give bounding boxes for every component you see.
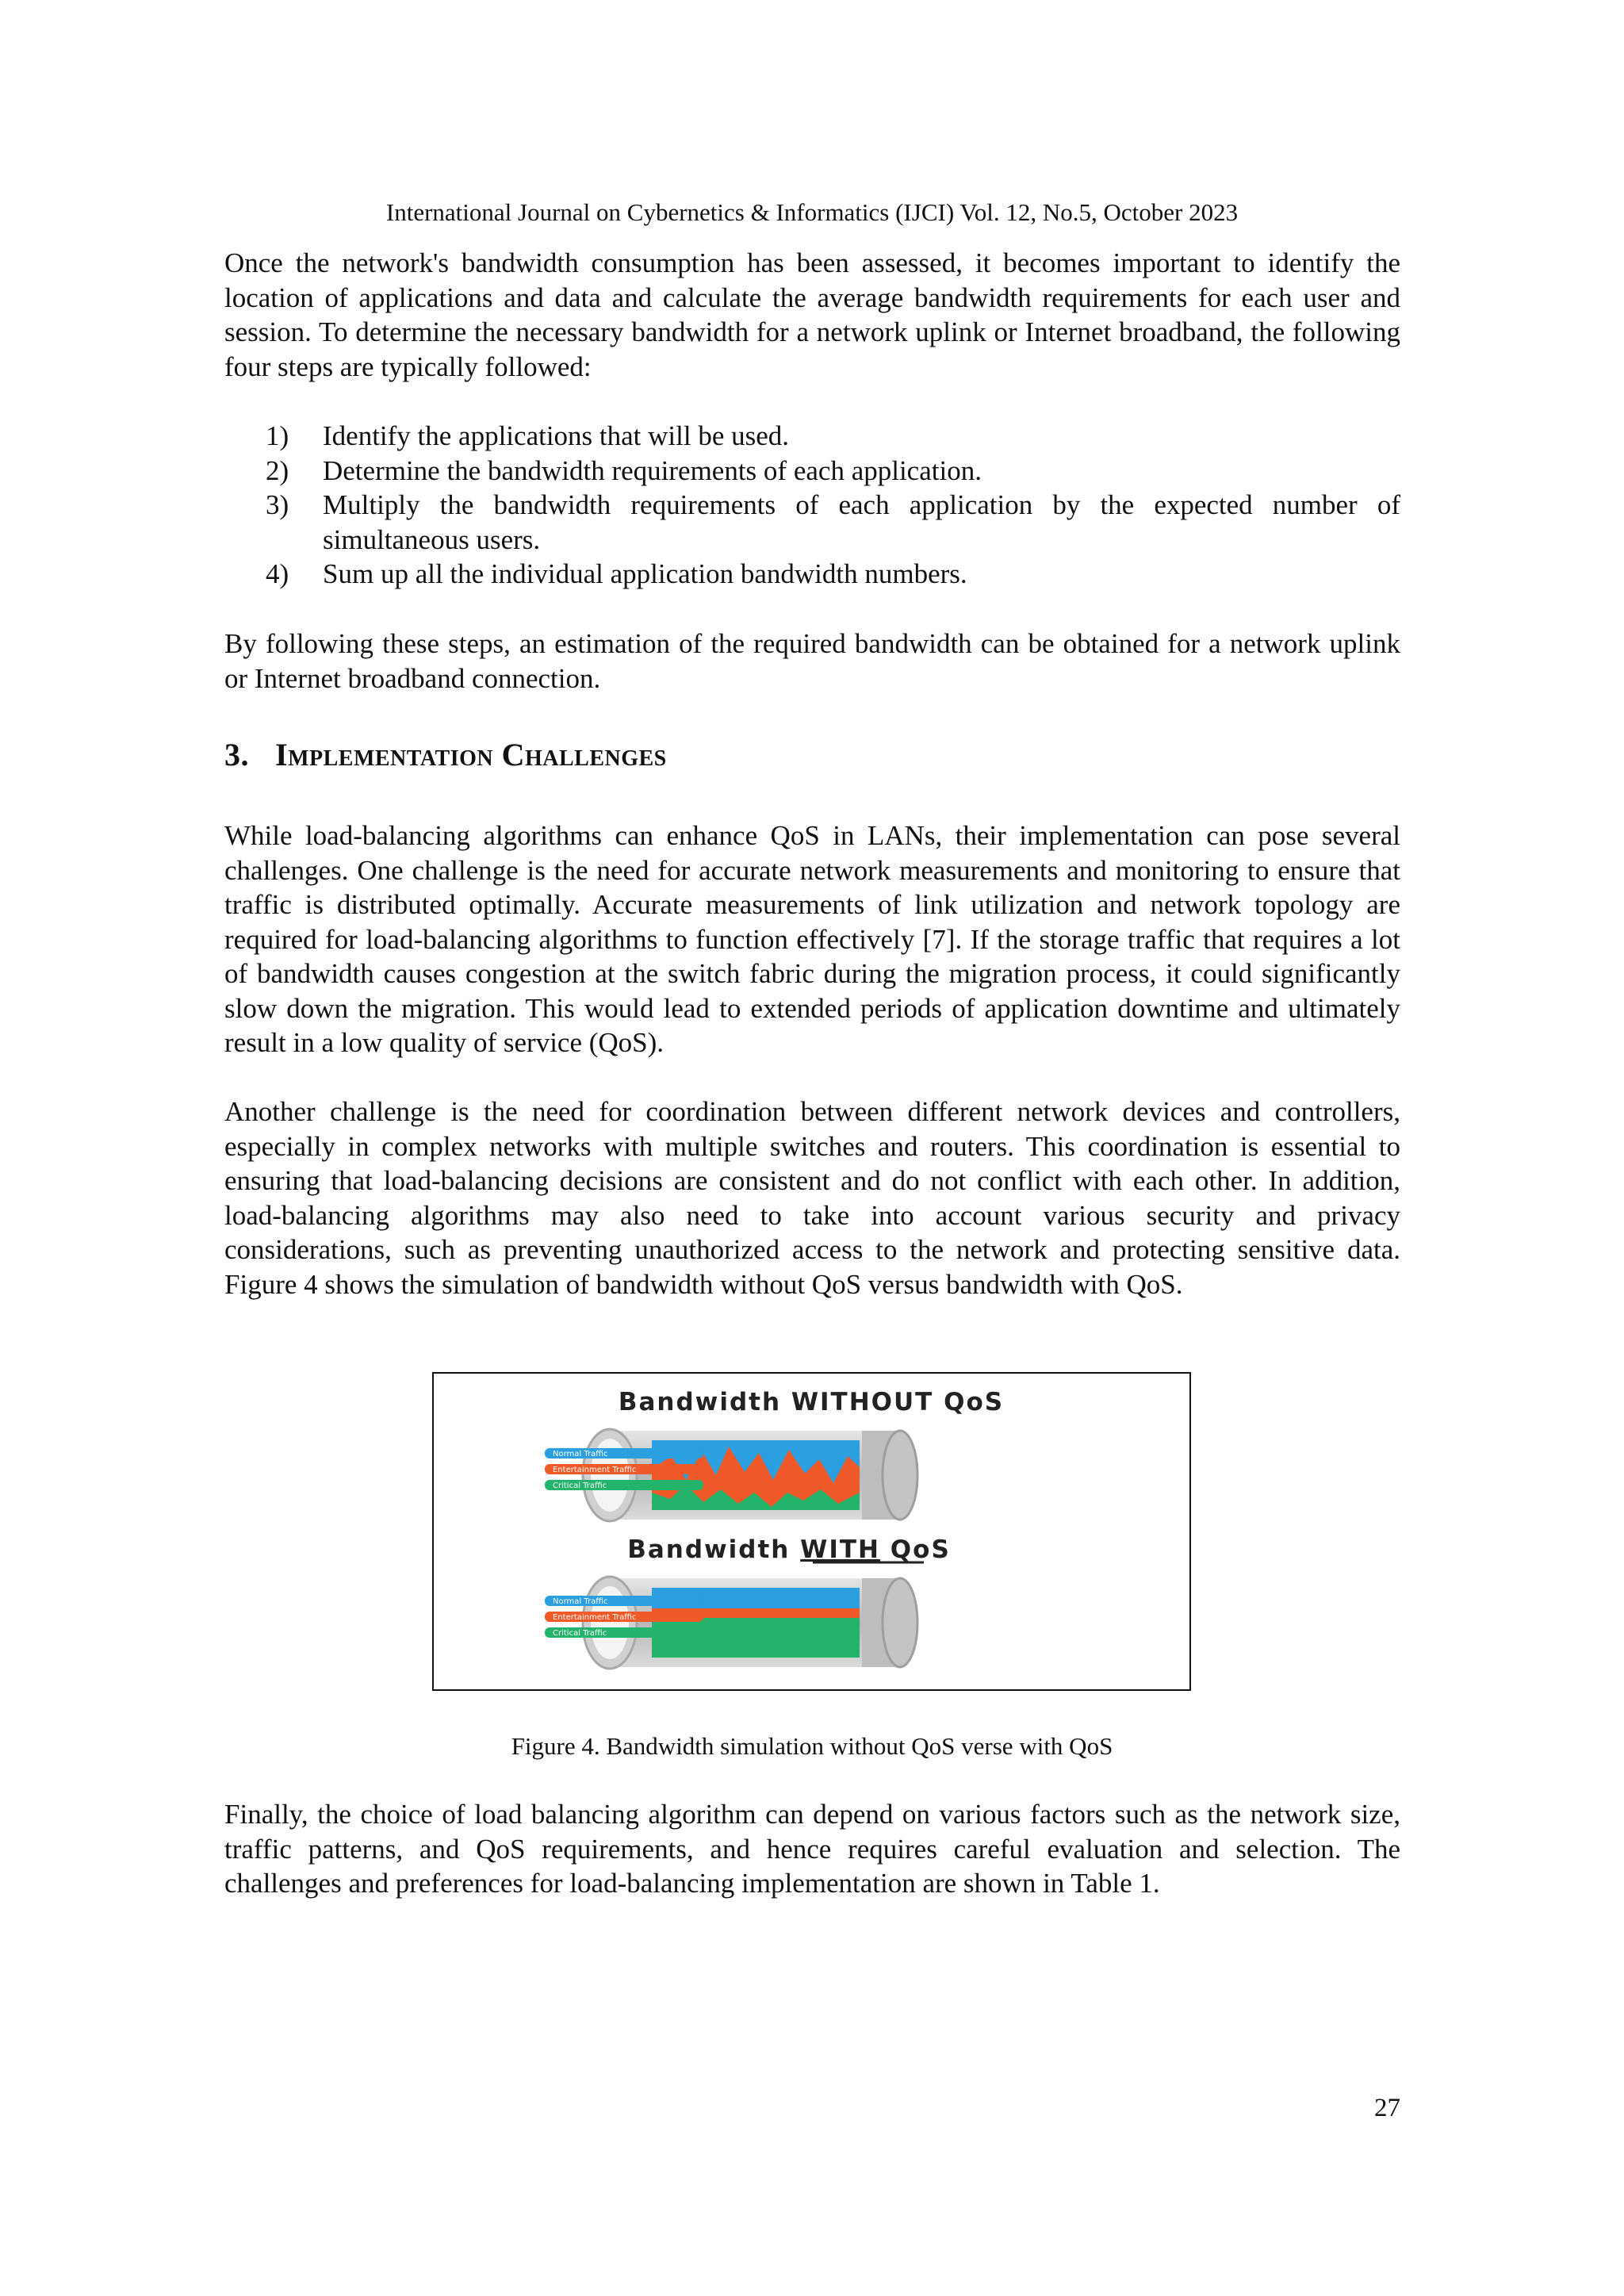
pipe-right-end [883,1431,917,1520]
page-number: 27 [1374,2094,1400,2122]
pipe-right-end [883,1578,917,1667]
legend-normal-traffic: Normal Traffic [553,1597,608,1606]
section-title: Implementation Challenges [275,737,667,772]
figure-4-bandwidth-simulation [432,1372,1191,1691]
list-item [266,557,1400,592]
pipe-without-qos [545,1429,917,1521]
list-item-number: 3) [266,489,289,520]
list-item-text: Sum up all the individual application bandwidth numbers. [323,558,967,589]
paragraph-bandwidth-assessment: Once the network's bandwidth consumption has been assessed, it becomes important to identify the location of applications and data and calculate the average bandwidth requirements for each user and session. To determine the necessary bandwidth for a network uplink or Internet broadband, the following four steps are typically followed: [224,247,1400,382]
figure-illustration [434,1374,1189,1689]
section-number: 3. [224,737,249,772]
legend-critical-traffic: Critical Traffic [553,1629,607,1638]
figure-title-with-qos: Bandwidth WITH QoS [627,1535,951,1564]
section-heading [224,736,667,774]
list-item-text: Determine the bandwidth requirements of each application. [323,454,982,486]
list-item-text: Multiply the bandwidth requirements of each application by the expected number of simultaneous users. [323,489,1400,555]
list-item [266,454,1400,489]
figure-caption: Figure 4. Bandwidth simulation without QoS verse with QoS [511,1732,1113,1760]
list-item-number: 2) [266,454,289,486]
legend-entertainment-traffic: Entertainment Traffic [553,1613,637,1622]
running-header: International Journal on Cybernetics & Informatics (IJCI) Vol. 12, No.5, October 2023 [385,198,1239,226]
paragraph-challenges-measurement: While load-balancing algorithms can enhance QoS in LANs, their implementation can pose several challenges. One challenge is the need for accurate network measurements and monitoring to ensure that traffic is distributed optimally. Accurate measurements of link utilization and network topology are required for load-balancing algorithms to function effectively [7]. If the storage traffic that requires a lot of bandwidth causes congestion at the switch fabric during the migration process, it could significantly slow down the migration. This would lead to extended periods of application downtime and ultimately result in a low quality of service (QoS). [224,820,1400,1058]
list-item [266,488,1400,557]
legend-critical-traffic: Critical Traffic [553,1481,607,1490]
bandwidth-steps-list [266,419,1400,592]
paragraph-challenges-coordination: Another challenge is the need for coordination between different network devices and controllers, especially in complex networks with multiple switches and routers. This coordination is essential to ensuring that load-balancing decisions are consistent and do not conflict with each other. In addition, load-balancing algorithms may also need to take into account various security and privacy considerations, such as preventing unauthorized access to the network and protecting sensitive data. Figure 4 shows the simulation of bandwidth without QoS versus bandwidth with QoS. [224,1096,1400,1300]
list-item-text: Identify the applications that will be used. [323,420,790,451]
figure-title-without-qos: Bandwidth WITHOUT QoS [618,1388,1005,1416]
list-item-number: 4) [266,558,289,589]
list-item-number: 1) [266,420,289,451]
pipe-with-qos [545,1577,917,1669]
paragraph-steps-summary: By following these steps, an estimation of the required bandwidth can be obtained for a network uplink or Internet broadband connection. [224,628,1400,694]
paragraph-algorithm-choice: Finally, the choice of load balancing algorithm can depend on various factors such as the network size, traffic patterns, and QoS requirements, and hence requires careful evaluation and selection. The challenges and preferences for load-balancing implementation are shown in Table 1. [224,1799,1400,1899]
legend-normal-traffic: Normal Traffic [553,1450,608,1458]
list-item [266,419,1400,454]
legend-entertainment-traffic: Entertainment Traffic [553,1466,637,1474]
